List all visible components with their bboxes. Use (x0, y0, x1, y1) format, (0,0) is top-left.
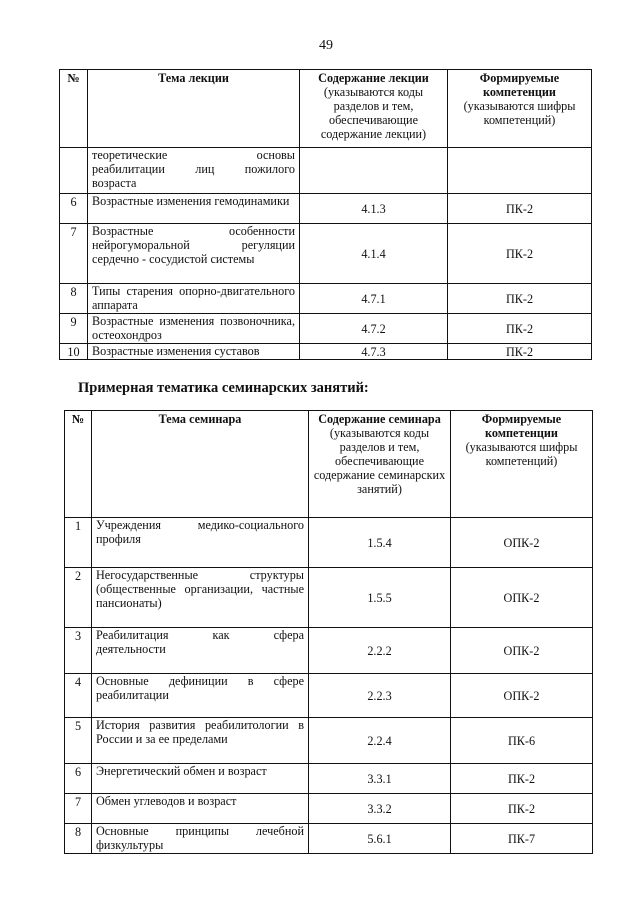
seminar-topic-line: Негосударственные структуры (96, 568, 304, 582)
seminar-row-num: 7 (65, 794, 92, 824)
seminar-row-num: 1 (65, 518, 92, 568)
lecture-row-competence: ПК-2 (448, 314, 592, 344)
lecture-row-topic (88, 314, 300, 344)
seminars-header-content (309, 411, 451, 518)
seminar-topic-line: Реабилитация как сфера (96, 628, 304, 642)
seminars-heading: Примерная тематика семинарских занятий: (78, 380, 369, 396)
seminar-row-topic (92, 568, 309, 628)
lecture-topic-line: реабилитации лиц пожилого (92, 162, 295, 176)
seminar-row-code: 5.6.1 (309, 824, 451, 854)
lecture-row-competence: ПК-2 (448, 284, 592, 314)
lecture-row-num (60, 148, 88, 194)
seminars-header-row (65, 411, 593, 518)
seminar-row-code: 3.3.2 (309, 794, 451, 824)
seminar-row-code: 2.2.3 (309, 674, 451, 718)
seminar-row-num: 6 (65, 764, 92, 794)
lecture-row-code (300, 148, 448, 194)
seminar-row-topic (92, 794, 309, 824)
lectures-header-comp-sub: (указываются шифры компетенций) (463, 99, 576, 127)
lecture-row (60, 344, 592, 360)
seminar-row-code: 2.2.4 (309, 718, 451, 764)
seminar-row-topic (92, 824, 309, 854)
lecture-row-competence: ПК-2 (448, 224, 592, 284)
seminar-row-num: 8 (65, 824, 92, 854)
seminar-row-competence: ОПК-2 (451, 674, 593, 718)
lectures-header-content (300, 70, 448, 148)
seminar-topic-text: (общественные организации, частные пансионаты) (96, 582, 304, 610)
seminar-row (65, 628, 593, 674)
seminar-row-topic (92, 718, 309, 764)
seminar-row-topic (92, 628, 309, 674)
seminar-row-num: 3 (65, 628, 92, 674)
seminar-row (65, 718, 593, 764)
seminar-row-code: 2.2.2 (309, 628, 451, 674)
seminar-topic-text: деятельности (96, 642, 166, 656)
seminar-row-topic (92, 674, 309, 718)
seminar-topic-line: История развития реабилитологии в (96, 718, 304, 732)
lecture-row-topic (88, 148, 300, 194)
seminars-header-competences (451, 411, 593, 518)
lectures-header-content-sub: (указываются коды разделов и тем, обеспечивающие содержание лекции) (320, 85, 427, 141)
seminar-row (65, 764, 593, 794)
lecture-row-topic (88, 344, 300, 360)
lectures-body (60, 148, 592, 360)
seminar-row-competence: ОПК-2 (451, 518, 593, 568)
seminar-row (65, 518, 593, 568)
seminar-topic-text: Основные принципы лечебной физкультуры (96, 824, 304, 852)
seminar-topic-line: Учреждения медико-социального (96, 518, 304, 532)
lecture-row-code: 4.1.3 (300, 194, 448, 224)
lecture-topic-text: Возрастные особенности нейрогуморальной регуляции сердечно - сосудистой системы (92, 224, 295, 266)
lecture-row-num: 9 (60, 314, 88, 344)
seminar-row-num: 5 (65, 718, 92, 764)
seminar-topic-text: России и за ее пределами (96, 732, 228, 746)
lecture-row-topic (88, 194, 300, 224)
lecture-row-num: 8 (60, 284, 88, 314)
seminar-row-competence: ОПК-2 (451, 568, 593, 628)
lecture-row-code: 4.7.2 (300, 314, 448, 344)
lecture-topic-text: Возрастные изменения позвоночника, остеохондроз (92, 314, 295, 342)
lecture-topic-text: Возрастные изменения гемодинамики (92, 194, 290, 208)
lecture-row-num: 10 (60, 344, 88, 360)
seminar-row-competence: ПК-6 (451, 718, 593, 764)
lecture-row-competence: ПК-2 (448, 344, 592, 360)
seminar-row-num: 4 (65, 674, 92, 718)
seminar-row-topic (92, 764, 309, 794)
seminars-body (65, 518, 593, 854)
seminar-row-code: 1.5.5 (309, 568, 451, 628)
lecture-topic-text: возраста (92, 176, 137, 190)
seminar-row-topic (92, 518, 309, 568)
seminar-row-code: 1.5.4 (309, 518, 451, 568)
seminar-topic-text: Обмен углеводов и возраст (96, 794, 237, 808)
seminars-table (64, 410, 593, 854)
lecture-row-topic (88, 224, 300, 284)
seminars-header-comp-title: Формируемые компетенции (481, 412, 562, 440)
lecture-row-topic (88, 284, 300, 314)
lecture-row-code: 4.7.1 (300, 284, 448, 314)
lectures-header-num: № (60, 70, 88, 148)
lectures-header-comp-title: Формируемые компетенции (479, 71, 560, 99)
page-number: 49 (319, 38, 333, 53)
lecture-row (60, 194, 592, 224)
seminar-topic-text: профиля (96, 532, 141, 546)
seminars-header-content-sub: (указываются коды разделов и тем, обеспечивающие содержание семинарских занятий) (313, 426, 446, 496)
lecture-row (60, 284, 592, 314)
lectures-table (59, 69, 592, 360)
seminars-header-topic: Тема семинара (92, 411, 309, 518)
lecture-row (60, 148, 592, 194)
seminar-row (65, 674, 593, 718)
lecture-row-num: 7 (60, 224, 88, 284)
lecture-row-code: 4.1.4 (300, 224, 448, 284)
seminar-row-competence: ПК-7 (451, 824, 593, 854)
lecture-row-num: 6 (60, 194, 88, 224)
seminar-topic-line: Основные дефиниции в сфере (96, 674, 304, 688)
seminar-row (65, 568, 593, 628)
seminar-row (65, 824, 593, 854)
seminars-header-content-title: Содержание семинара (318, 412, 441, 426)
lecture-row-code: 4.7.3 (300, 344, 448, 360)
lecture-row (60, 224, 592, 284)
seminar-row-competence: ПК-2 (451, 764, 593, 794)
seminar-row-num: 2 (65, 568, 92, 628)
seminar-topic-text: реабилитации (96, 688, 169, 702)
lecture-topic-line: теоретические основы (92, 148, 295, 162)
seminars-header-comp-sub: (указываются шифры компетенций) (465, 440, 578, 468)
seminar-row-code: 3.3.1 (309, 764, 451, 794)
lecture-row-competence (448, 148, 592, 194)
lecture-row (60, 314, 592, 344)
lectures-header-competences (448, 70, 592, 148)
seminars-header-num: № (65, 411, 92, 518)
seminar-topic-text: Энергетический обмен и возраст (96, 764, 267, 778)
lecture-topic-text: Возрастные изменения суставов (92, 344, 260, 358)
seminar-row (65, 794, 593, 824)
lectures-header-content-title: Содержание лекции (318, 71, 429, 85)
lectures-header-row (60, 70, 592, 148)
seminar-row-competence: ПК-2 (451, 794, 593, 824)
lecture-row-competence: ПК-2 (448, 194, 592, 224)
lectures-header-topic: Тема лекции (88, 70, 300, 148)
lecture-topic-text: Типы старения опорно-двигательного аппарата (92, 284, 295, 312)
seminar-row-competence: ОПК-2 (451, 628, 593, 674)
